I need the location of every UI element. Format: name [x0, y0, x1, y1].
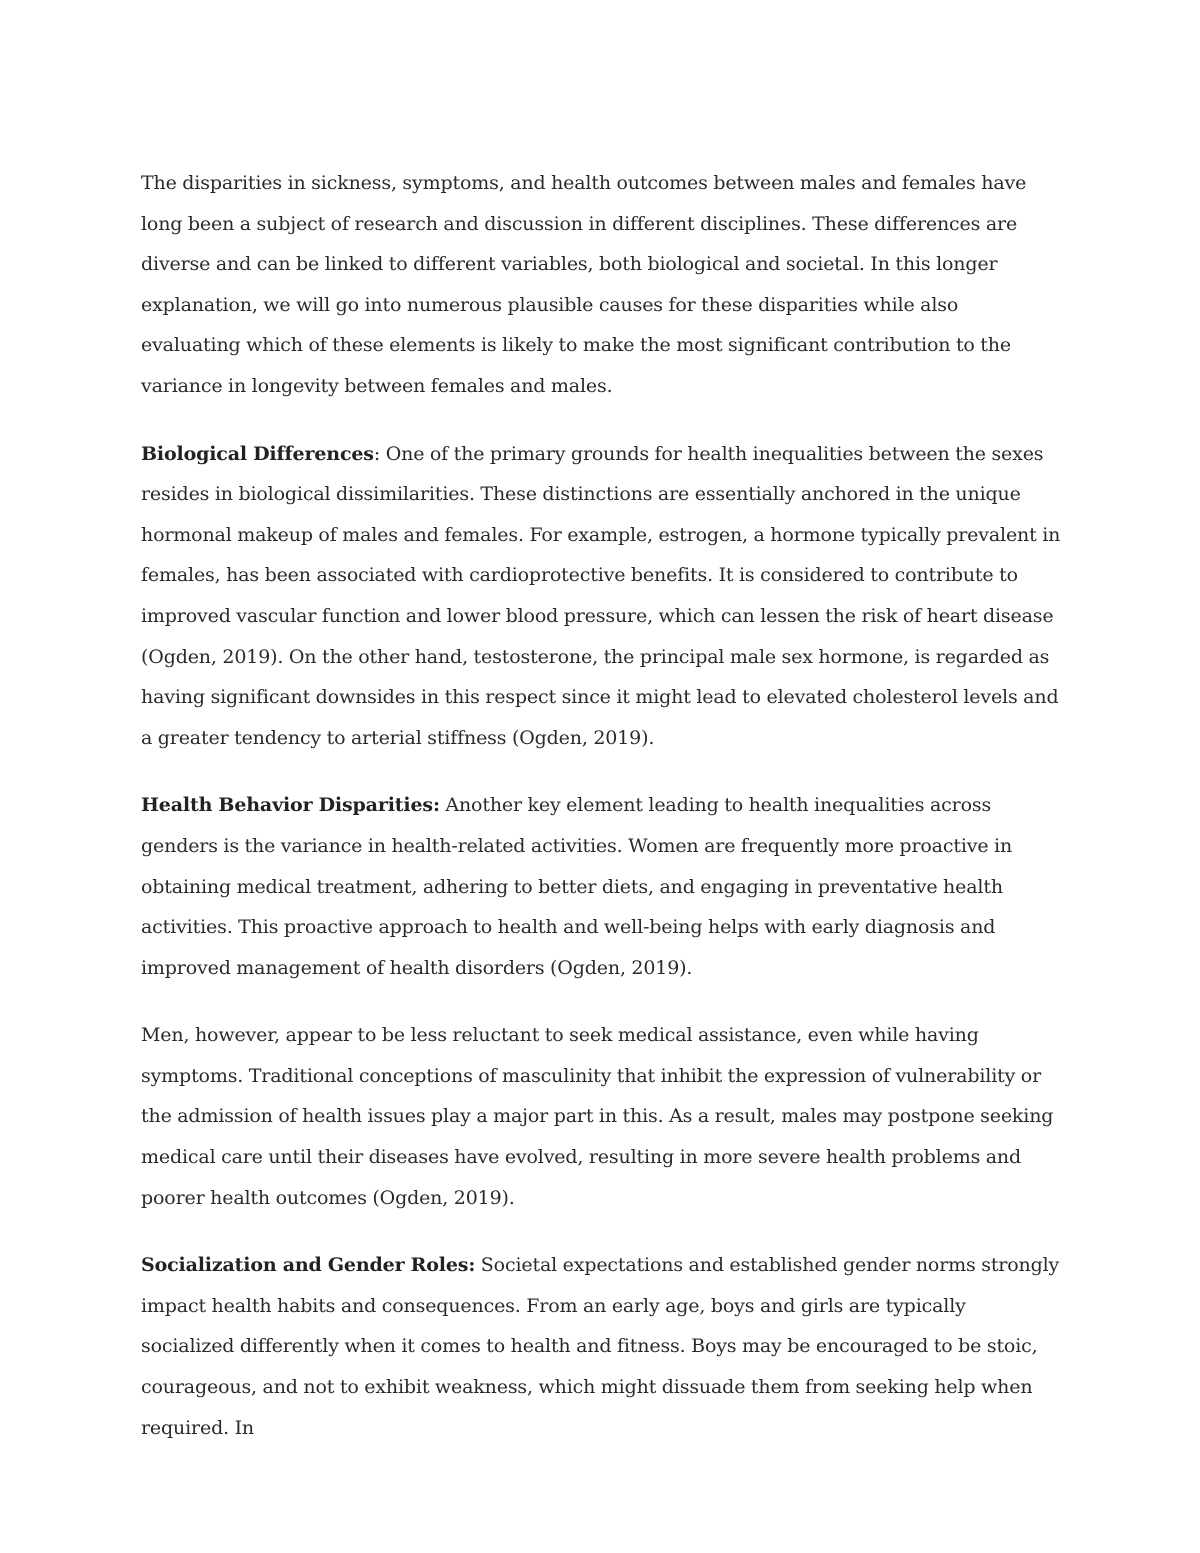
paragraph-intro [141, 163, 1061, 407]
paragraph-men-reluctance [141, 1015, 1061, 1218]
paragraph-health-behavior [141, 785, 1061, 988]
paragraph-text: : One of the primary grounds for health inequalities between the sexes resides in biological dissimilarities. These distinctions are essentially anchored in the unique hormonal makeup of males and females. For example, estrogen, a hormone typically prevalent in females, has been associated with cardioprotective benefits. It is considered to contribute to improved vascular function and lower blood pressure, which can lessen the risk of heart disease (Ogden, 2019). On the other hand, testosterone, the principal male sex hormone, is regarded as having significant downsides in this respect since it might lead to elevated cholesterol levels and a greater tendency to arterial stiffness (Ogden, 2019). [141, 442, 1061, 749]
section-heading: Health Behavior Disparities: [141, 794, 440, 817]
document-body [141, 163, 1061, 1475]
paragraph-text: Societal expectations and established gender norms strongly impact health habits and consequences. From an early age, boys and girls are typically socialized differently when it comes to health and fitness. Boys may be encouraged to be stoic, courageous, and not to exhibit weakness, which might dissuade them from seeking help when required. In [141, 1254, 1060, 1439]
section-heading: Biological Differences [141, 442, 374, 465]
paragraph-biological-differences [141, 434, 1061, 759]
paragraph-text: The disparities in sickness, symptoms, and health outcomes between males and females have long been a subject of research and discussion in different disciplines. These differences are diverse and can be linked to different variables, both biological and societal. In this longer explanation, we will go into numerous plausible causes for these disparities while also evaluating which of these elements is likely to make the most significant contribution to the variance in longevity between females and males. [141, 172, 1027, 397]
paragraph-socialization [141, 1245, 1061, 1448]
section-heading: Socialization and Gender Roles: [141, 1254, 476, 1277]
paragraph-text: Men, however, appear to be less reluctant to seek medical assistance, even while having symptoms. Traditional conceptions of masculinity that inhibit the expression of vulnerability or the admission of health issues play a major part in this. As a result, males may postpone seeking medical care until their diseases have evolved, resulting in more severe health problems and poorer health outcomes (Ogden, 2019). [141, 1024, 1054, 1209]
paragraph-text: Another key element leading to health inequalities across genders is the variance in health-related activities. Women are frequently more proactive in obtaining medical treatment, adhering to better diets, and engaging in preventative health activities. This proactive approach to health and well-being helps with early diagnosis and improved management of health disorders (Ogden, 2019). [141, 794, 1013, 979]
